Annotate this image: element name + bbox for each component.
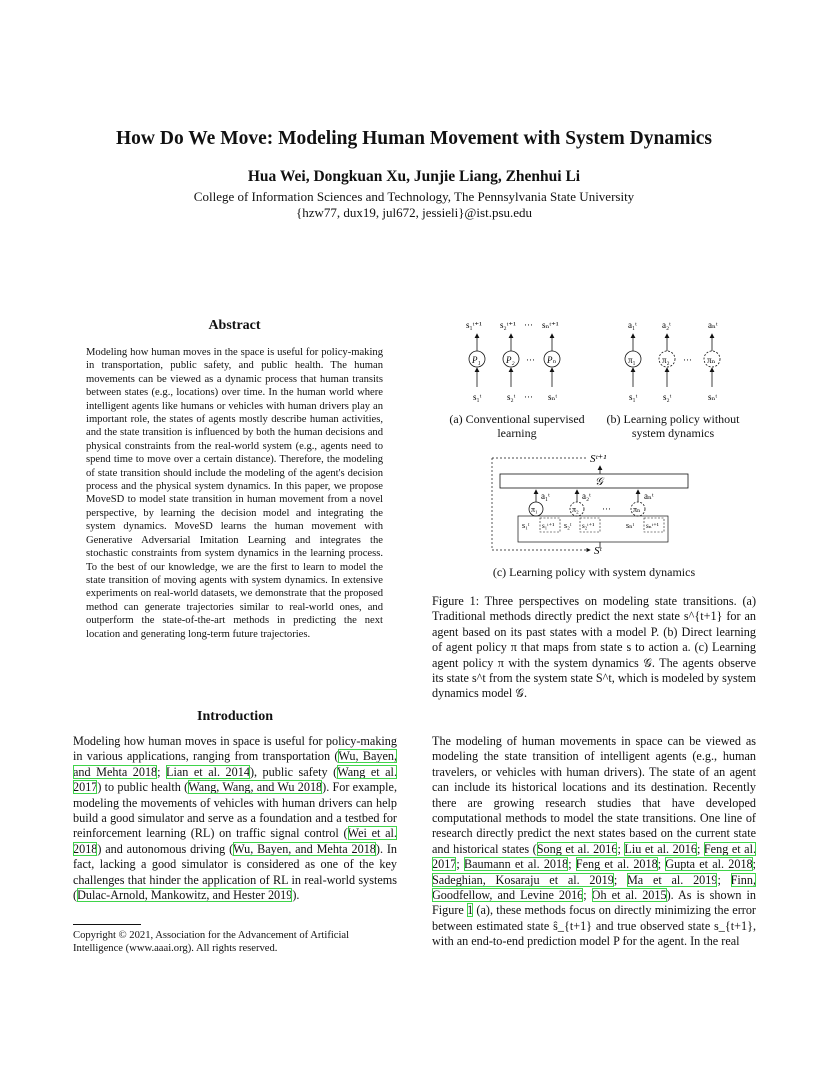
policy-label: π₂ [662,355,670,365]
intro-text: ). For example, modeling the movements of vehicles with human drivers can help build a good simulator and serve as a foundation and a testbed for reinforcement learning (RL) on traffic signal control ( [73,780,397,841]
citation-link[interactable]: Wang, Wang, and Wu 2018 [188,780,323,795]
figure-1c-subcaption: (c) Learning policy with system dynamics [492,565,696,579]
state-label: s₂ᵗ [564,521,572,530]
copyright-footnote: Copyright © 2021, Association for the Advancement of Artificial Intelligence (www.aaai.org). All rights reserved. [73,930,350,955]
state-label: sₙᵗ⁺¹ [646,522,659,530]
citation-link[interactable]: Wei et al. 2018 [73,826,397,856]
citation-link[interactable]: Oh et al. 2015 [591,888,667,903]
affiliation: College of Information Sciences and Technology, The Pennsylvania State University [193,189,635,204]
ellipsis: ··· [602,504,611,514]
intro-text: ). In fact, lacking a good simulator is considered as one of the key challenges that hinder the application of RL in real-world systems ( [73,841,397,903]
state-label: s₁ᵗ [629,392,638,402]
action-label: a₁ᵗ [541,491,550,501]
citation-link[interactable]: Finn, Goodfellow, and Levine 2016 [432,872,756,903]
model-label: Pₙ [547,355,557,365]
model-label: P₁ [472,355,481,365]
citation-link[interactable]: Liu et al. 2016 [624,841,697,856]
intro-text: Modeling how human moves in space is useful for policy-making in various applications, ranging from transportation ( [73,734,397,764]
policy-label: π₁ [531,505,538,514]
figure-1 [440,312,760,588]
figure-1c-diagram [492,453,688,557]
citation-link[interactable]: Lian et al. 2014 [166,764,250,779]
citation-link[interactable]: Gupta et al. 2018 [665,857,753,872]
right-column-paragraph: The modeling of human movements in space can be viewed as modeling the state transition of intelligent agents (e.g., human travelers, or vehicles with human drivers). The state of an agent can include its historical locations and its destination. Recently there are growing research studies that have developed computational methods to model the state transitions. One line of research directly predict the next states based on the current state and historical states (Song et al. 2016; Liu et al. 2016; Feng et al. 2017; Baumann et al. 2018; Feng et al. 2018; Gupta et al. 2018; Sadeghian, Kosaraju et al. 2019; Ma et al. 2019; Finn, Goodfellow, and Levine 2016; Oh et al. 2015). As is shown in Figure 1 (a), these methods focus on directly minimizing the error between estimated state ŝ_{t+1} and true observed state s_{t+1}, with an end-to-end prediction model P for the agent. In the real [432,734,757,949]
citation-link[interactable]: Wang et al. 2017 [73,764,397,795]
citation-link[interactable]: Feng et al. 2018 [575,857,658,872]
policy-label: πₙ [707,355,716,365]
model-label: P₂ [506,355,515,365]
system-state: Sᵗ [594,545,602,557]
intro-text: ) to public health ( [97,780,189,795]
citation-link[interactable]: Dulac-Arnold, Mankowitz, and Hester 2019 [77,888,293,903]
citation-link[interactable]: Ma et al. 2019 [626,872,718,887]
state-label: sₙᵗ [626,521,635,530]
figure-link[interactable]: 1 [467,903,474,918]
citation-link[interactable]: Wu, Bayen, and Mehta 2018 [233,841,376,856]
paper-authors: Hua Wei, Dongkuan Xu, Junjie Liang, Zhenhui Li [247,168,581,185]
state-label: s₂ᵗ⁺¹ [500,320,516,330]
state-label: s₂ᵗ⁺¹ [582,522,595,530]
figure-1a-diagram [466,320,560,402]
intro-text: ). [292,888,300,903]
figure-1-caption: Figure 1: Three perspectives on modeling state transitions. (a) Traditional methods directly predict the next state s^{t+1} for an agent based on its past states with a model P. (b) Direct learning of agent policy π that maps from state s to action a. (c) Learning agent policy π with the system dynamics 𝒢. The agents observe its state s^t from the system state S^t, which is modeled by system dynamics model 𝒢. [432,594,756,701]
state-label: sₙᵗ [548,392,558,402]
policy-label: π₂ [572,505,579,514]
introduction-heading: Introduction [197,709,273,724]
ellipsis: ··· [524,320,533,330]
policy-label: π₁ [628,355,636,365]
state-label: s₁ᵗ⁺¹ [542,522,555,530]
citation-link[interactable]: Baumann et al. 2018 [463,857,569,872]
ellipsis: ··· [683,355,692,365]
affiliation-block [0,189,828,221]
state-label: s₁ᵗ⁺¹ [466,320,482,330]
citation-link[interactable]: Feng et al. 2017 [432,841,757,872]
citation-link[interactable]: Song et al. 2016 [536,841,618,856]
state-label: s₂ᵗ [663,392,672,402]
state-label: sₙᵗ [708,392,718,402]
intro-text: ), public safety ( [249,764,338,779]
figure-1b-diagram [625,320,720,402]
ellipsis: ··· [524,392,533,402]
author-emails: {hzw77, dux19, jul672, jessieli}@ist.psu.edu [295,205,533,220]
figure-1a-subcaption: (a) Conventional supervised learning [449,412,585,440]
body-text: (a), these methods focus on directly minimizing the error between estimated state ŝ_{t+1} and true observed state s_{t+1}, with an end-to-end prediction model P for the agent. In the real [432,903,756,949]
body-text: ). As is shown in Figure [432,888,756,918]
action-label: a₂ᵗ [582,491,591,501]
system-dynamics-box [500,474,688,488]
paper-title: How Do We Move: Modeling Human Movement with System Dynamics [116,128,712,149]
system-dynamics-label: 𝒢 [595,476,603,488]
footnote-rule [73,924,141,925]
state-label: s₂ᵗ [507,392,516,402]
action-label: a₁ᵗ [628,320,637,330]
abstract-text: Modeling how human moves in the space is useful for policy-making in transportation, public safety, and public health. The human movements can be viewed as a dynamic process that human transits between states (e.g., locations) over time. In the human world where intelligent agents like humans or vehicles with human drivers play an important role, the states of agents mostly describe human activities, and the state transition is influenced by both the human decisions and physical constraints from the real-world system (e.g., agents need to spend time to move over a certain distance). Therefore, the modeling of state transition should include the modeling of the agent's decision process and the physical system dynamics. In this paper, we propose MoveSD to model state transition in human movement from a novel perspective, by learning the decision model and integrating the system dynamics. MoveSD learns the human movement with Generative Adversarial Imitation Learning and integrates the stochastic constraints from system dynamics in the learning process. To the best of our knowledge, we are the first to learn to model the state transition of moving agents with system dynamics. In extensive experiments on real-world datasets, we demonstrate that the proposed method can generate trajectories similar to real-world ones, and outperform the state-of-the-art methods in predicting the next location and generating long-term future trajectories. [86,347,383,640]
intro-text: ) and autonomous driving ( [97,841,234,856]
policy-label: πₙ [633,505,641,514]
system-state-next: Sᵗ⁺¹ [590,453,607,465]
body-text: The modeling of human movements in space can be viewed as modeling the state transition of intelligent agents (e.g., human travelers, or vehicles with human drivers). The state of an agent can include its historical locations and its destination. Recently there are growing research studies that have developed computational methods to model the state transitions. One line of research directly predict the next states based on the current state and historical states ( [432,734,756,856]
citation-link[interactable]: Sadeghian, Kosaraju et al. 2019 [432,872,614,887]
introduction-paragraph [73,734,397,903]
intro-text: ; [157,764,167,779]
state-label: sₙᵗ⁺¹ [542,320,559,330]
figure-1b-subcaption: (b) Learning policy without system dynamics [606,412,740,440]
action-label: aₙᵗ [708,320,718,330]
action-label: a₂ᵗ [662,320,671,330]
citation-link[interactable]: Wu, Bayen, and Mehta 2018 [73,749,398,779]
state-label: s₁ᵗ [473,392,482,402]
ellipsis: ··· [526,355,535,365]
abstract-heading: Abstract [208,318,261,333]
action-label: aₙᵗ [644,491,654,501]
state-label: s₁ᵗ [522,521,530,530]
